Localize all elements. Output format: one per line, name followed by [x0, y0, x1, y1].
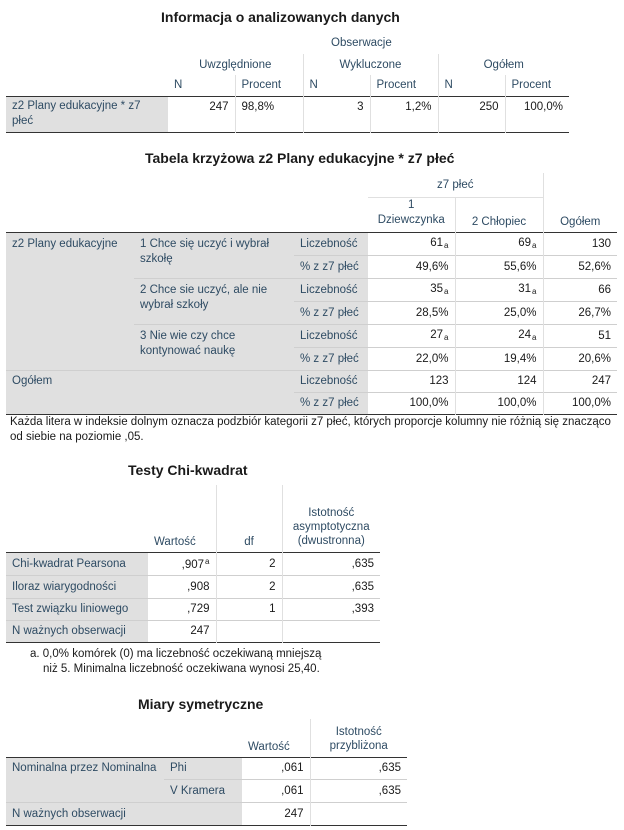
- value-cell: ,729: [187, 603, 210, 615]
- value-cell: 98,8%: [235, 96, 303, 132]
- value-cell: $35_a$: [430, 283, 449, 296]
- value-cell: 25,0%: [455, 301, 543, 324]
- chi-square-title: Testy Chi-kwadrat: [128, 462, 248, 478]
- crosstab-footnote: Każda litera w indeksie dolnym oznacza podzbiór kategorii z7 płeć, których proporcje kolumny nie różnią się znacząco od siebie na poziomie ,05.: [10, 416, 611, 443]
- col-df-header: df: [216, 485, 282, 552]
- stat-label: Liczebność: [294, 232, 368, 255]
- chi-footnote-2: niż 5. Minimalna liczebność oczekiwana wynosi 25,40.: [43, 663, 320, 675]
- chi-row-label: Chi-kwadrat Pearsona: [6, 552, 148, 575]
- stat-label: % z z7 płeć: [294, 392, 368, 414]
- value-cell: ,907$^a$: [181, 556, 210, 571]
- case-summary-title: Informacja o analizowanych danych: [161, 9, 400, 25]
- value-cell: 100,0%: [505, 96, 569, 132]
- symmetric-title: Miary symetryczne: [138, 696, 264, 712]
- value-cell: 247: [284, 807, 304, 820]
- category-label: 1 Chce się uczyć i wybrał szkołę: [134, 232, 294, 278]
- chi-row-label: N ważnych obserwacji: [6, 620, 148, 642]
- stat-label: Liczebność: [294, 278, 368, 301]
- value-cell: 247: [190, 625, 210, 637]
- value-cell: 247: [209, 100, 229, 113]
- value-cell: ,635: [310, 757, 407, 779]
- value-cell: 1,2%: [370, 96, 438, 132]
- col-n-1: N: [174, 79, 183, 92]
- stat-label: Liczebność: [294, 370, 368, 392]
- col-boy-header: 2 Chłopiec: [455, 197, 543, 232]
- col-sig-header: Istotność przybliżona: [310, 719, 407, 757]
- col-girl-header: 1 Dziewczynka: [377, 198, 445, 226]
- col-n-2: N: [303, 75, 370, 96]
- chi-row-label: Iloraz wiarygodności: [6, 575, 148, 598]
- value-cell: [216, 620, 282, 642]
- symmetric-table: [6, 719, 407, 826]
- header-excluded: Wykluczone: [303, 54, 438, 75]
- group-label: Nominalna przez Nominalna: [6, 757, 164, 802]
- stat-label: % z z7 płeć: [294, 347, 368, 370]
- empty-cell: [310, 802, 407, 825]
- col-value-header: Wartość: [248, 740, 290, 753]
- header-included: Uwzględnione: [199, 58, 272, 71]
- value-cell: 55,6%: [455, 255, 543, 278]
- total-row-label: Ogółem: [6, 370, 294, 414]
- value-cell: 51: [543, 324, 617, 347]
- value-cell: 1: [216, 598, 282, 620]
- value-cell: 26,7%: [543, 301, 617, 324]
- col-pct-2: Procent: [370, 75, 438, 96]
- row-label: z2 Plany edukacyjne * z7 płeć: [6, 96, 168, 132]
- value-cell: ,061: [281, 784, 304, 797]
- value-cell: $61_a$: [430, 237, 449, 250]
- col-sig-header: Istotność asymptotyczna (dwustronna): [282, 485, 380, 552]
- measure-label-phi: Phi: [164, 757, 242, 779]
- value-cell: $24_a$: [455, 324, 543, 347]
- stat-label: % z z7 płeć: [294, 255, 368, 278]
- value-cell: 49,6%: [415, 260, 449, 273]
- value-cell: ,635: [310, 779, 407, 802]
- value-cell: ,908: [187, 580, 210, 593]
- value-cell: 52,6%: [543, 255, 617, 278]
- case-summary-table: [6, 54, 569, 133]
- value-cell: [282, 620, 380, 642]
- stat-label: Liczebność: [294, 324, 368, 347]
- value-cell: 2: [216, 575, 282, 598]
- value-cell: ,635: [282, 575, 380, 598]
- crosstab-table: [6, 173, 617, 415]
- value-cell: 100,0%: [543, 392, 617, 414]
- value-cell: 20,6%: [543, 347, 617, 370]
- category-label: 2 Chce sie uczyć, ale nie wybrał szkoły: [134, 278, 294, 324]
- value-cell: $31_a$: [455, 278, 543, 301]
- value-cell: 2: [216, 552, 282, 575]
- value-cell: ,061: [281, 762, 304, 774]
- value-cell: ,393: [282, 598, 380, 620]
- value-cell: 28,5%: [415, 306, 449, 319]
- col-pct-1: Procent: [235, 75, 303, 96]
- header-total: Ogółem: [438, 54, 569, 75]
- value-cell: 124: [455, 370, 543, 392]
- col-pct-3: Procent: [505, 75, 569, 96]
- col-n-3: N: [438, 75, 505, 96]
- observations-header: Obserwacje: [331, 37, 392, 49]
- value-cell: 130: [543, 232, 617, 255]
- measure-label-cramer: V Kramera: [164, 779, 242, 802]
- value-cell: 3: [303, 96, 370, 132]
- value-cell: 22,0%: [415, 352, 449, 365]
- col-group-header: z7 płeć: [368, 173, 543, 197]
- category-label: 3 Nie wie czy chce kontynować naukę: [134, 324, 294, 370]
- value-cell: 66: [543, 278, 617, 301]
- col-total-header: Ogółem: [543, 197, 617, 232]
- value-cell: 247: [543, 370, 617, 392]
- value-cell: 123: [429, 375, 449, 387]
- crosstab-title: Tabela krzyżowa z2 Plany edukacyjne * z7 płeć: [145, 150, 455, 166]
- chi-square-table: [6, 485, 380, 643]
- stat-label: % z z7 płeć: [294, 301, 368, 324]
- value-cell: 100,0%: [409, 397, 449, 409]
- value-cell: ,635: [282, 552, 380, 575]
- col-value-header: Wartość: [154, 535, 196, 548]
- value-cell: 19,4%: [455, 347, 543, 370]
- row-group-label: z2 Plany edukacyjne: [6, 232, 134, 370]
- chi-row-label: Test związku liniowego: [6, 598, 148, 620]
- chi-footnote-1: a. 0,0% komórek (0) ma liczebność oczekiwaną mniejszą: [30, 648, 322, 660]
- value-cell: 250: [438, 96, 505, 132]
- value-cell: $69_a$: [455, 232, 543, 255]
- value-cell: 100,0%: [455, 392, 543, 414]
- value-cell: $27_a$: [430, 329, 449, 342]
- n-valid-label: N ważnych obserwacji: [6, 802, 242, 825]
